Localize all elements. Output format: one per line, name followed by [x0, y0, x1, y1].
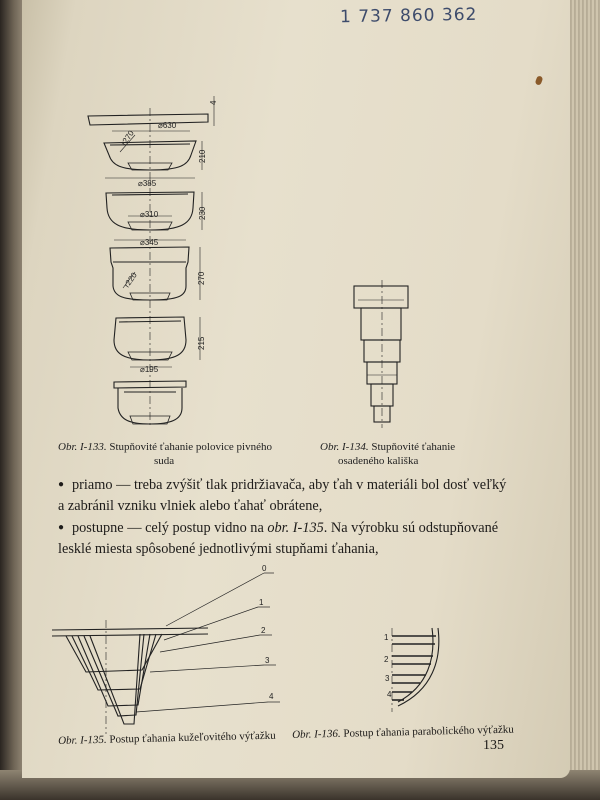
fig-134-drawing: [354, 280, 408, 428]
fig-134-caption-line2: osadeného kališka: [338, 455, 419, 467]
dim-310: ⌀310: [140, 210, 159, 219]
dim-210: 210: [198, 149, 207, 163]
dim-230: 230: [198, 206, 207, 220]
bullet-1-rest: — treba zvýšiť tlak pridržiavača, aby ťah v materiáli bol dosť veľký: [112, 477, 507, 493]
fig-135-caption-text: Postup ťahania kužeľovitého výťažku: [109, 729, 276, 746]
bullet-2-lead: postupne: [72, 520, 124, 536]
fig-136-caption-text: Postup ťahania parabolického výťažku: [343, 723, 514, 740]
stage-label-2: 2: [261, 626, 266, 635]
body-text: [58, 474, 538, 560]
stage-label-4: 4: [269, 692, 274, 701]
dim-385: ⌀385: [138, 179, 157, 188]
fig-133-caption-line2: suda: [154, 455, 175, 467]
fig-135-labels: [259, 564, 274, 701]
dim-345: ⌀345: [140, 238, 159, 247]
page-number: 135: [483, 738, 504, 753]
fig-134-number: Obr. I-134.: [320, 441, 369, 453]
stage-label-3: 3: [385, 674, 390, 683]
fig-135-number: Obr. I-135.: [58, 733, 107, 747]
fig-134-caption-line1: Stupňovité ťahanie: [371, 441, 456, 453]
bullet-2-figure-ref: obr. I-135: [267, 520, 324, 536]
bullet-1-line-2: a zabránil vzniku vlniek alebo ťahať obrátene,: [58, 498, 323, 514]
bullet-1-lead: priamo: [72, 477, 113, 493]
dim-215: 215: [197, 336, 206, 350]
stage-label-1: 1: [259, 598, 264, 607]
stage-label-2: 2: [384, 655, 389, 664]
bullet-2-tail: . Na výrobku sú odstupňované: [323, 520, 499, 536]
bullet-2-line-2: lesklé miesta spôsobené jednotlivými stupňami ťahania,: [58, 541, 379, 557]
dim-195: ⌀195: [140, 365, 159, 374]
dim-630: ⌀630: [158, 121, 177, 130]
fig-136-number: Obr. I-136.: [292, 727, 341, 741]
bullet-icon: ●: [58, 522, 65, 533]
bullet-2-line-1: [58, 517, 538, 539]
dim-r270: r270: [119, 128, 136, 148]
stage-label-0: 0: [262, 564, 267, 573]
fig-135-drawing: [52, 573, 280, 734]
stage-label-4: 4: [387, 690, 392, 699]
dim-r220: r220: [122, 270, 139, 290]
fig-136-drawing: [392, 628, 439, 712]
handwritten-note: 1 737 860 362: [339, 4, 478, 28]
fig-134-caption: [320, 440, 510, 468]
fig-133-drawing: [88, 96, 214, 425]
fig-133-caption-line1: Stupňovité ťahanie polovice pivného: [109, 441, 272, 453]
fig-133-number: Obr. I-133.: [58, 441, 107, 453]
bullet-1-line-1: [58, 474, 538, 496]
stage-label-3: 3: [265, 656, 270, 665]
fig-133-caption: [58, 440, 308, 468]
dim-270: 270: [197, 271, 206, 285]
fig-136-labels: [384, 633, 392, 699]
dim-4: 4: [209, 100, 218, 105]
stage-label-1: 1: [384, 633, 389, 642]
bullet-icon: ●: [58, 479, 65, 490]
bullet-2-mid: — celý postup vidno na: [123, 520, 268, 536]
